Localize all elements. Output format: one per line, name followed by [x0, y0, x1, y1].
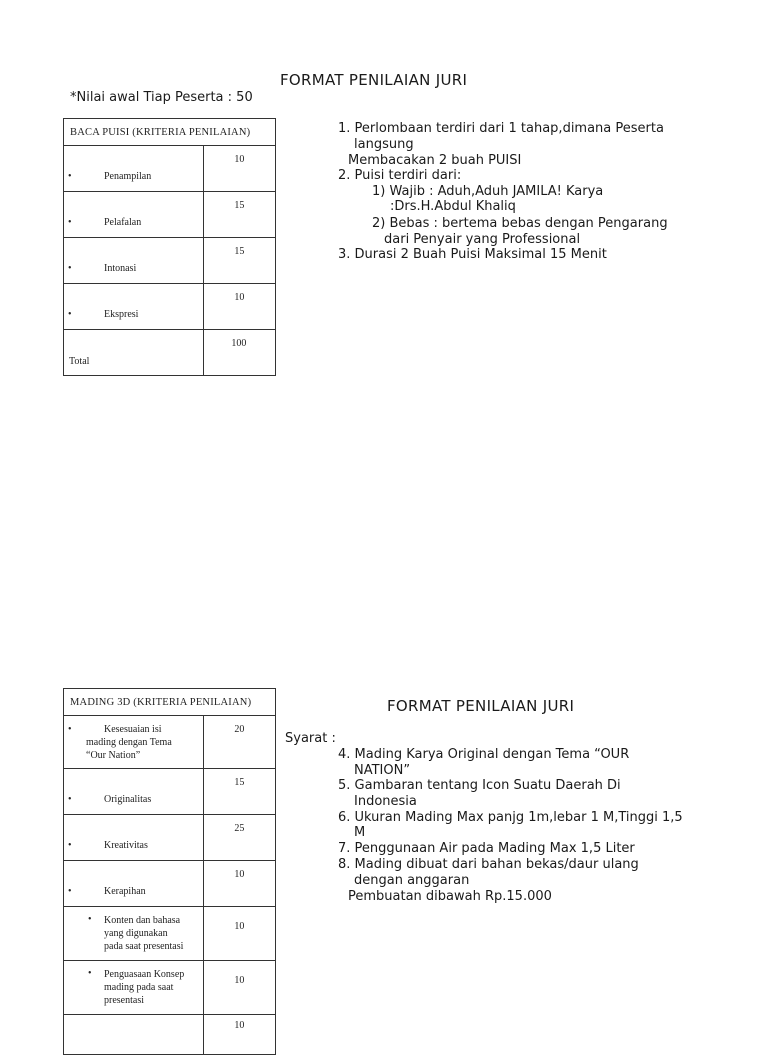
criterion-label: Penampilan [104, 171, 152, 182]
criterion-label-line: Kesesuaian isi [104, 724, 162, 735]
table-row [64, 769, 276, 815]
criterion-label-line: mading dengan Tema [86, 737, 172, 748]
rule-line: Membacakan 2 buah PUISI [348, 153, 522, 168]
criterion-value: 10 [234, 869, 245, 880]
criterion-label: Originalitas [104, 794, 152, 805]
rule-line: 2) Bebas : bertema bebas dengan Pengarang [372, 216, 668, 231]
rule-line: :Drs.H.Abdul Khaliq [390, 199, 516, 214]
criterion-value: 10 [234, 1020, 245, 1031]
baca-puisi-table [63, 118, 276, 376]
mading-3d-table [63, 688, 276, 1055]
criterion-label-line: yang digunakan [104, 928, 168, 939]
bullet-icon: • [68, 724, 72, 735]
section2-title: FORMAT PENILAIAN JURI [387, 697, 575, 715]
rule-line: 3. Durasi 2 Buah Puisi Maksimal 15 Menit [338, 247, 607, 262]
rule-line: 2. Puisi terdiri dari: [338, 168, 462, 183]
rule-line: 5. Gambaran tentang Icon Suatu Daerah Di [338, 778, 621, 793]
criterion-value: 10 [234, 292, 245, 303]
total-value: 100 [231, 338, 247, 349]
rule-line: 7. Penggunaan Air pada Mading Max 1,5 Liter [338, 841, 635, 856]
criterion-value: 10 [234, 975, 245, 986]
criterion-label-line: mading pada saat [104, 982, 174, 993]
initial-score-note: *Nilai awal Tiap Peserta : 50 [70, 90, 253, 105]
table-header-row [64, 689, 276, 716]
rule-line: 1. Perlombaan terdiri dari 1 tahap,dimana Peserta [338, 121, 664, 136]
rule-line: Indonesia [354, 794, 417, 809]
table-row [64, 861, 276, 907]
criterion-value: 20 [234, 724, 245, 735]
rule-line: M [354, 825, 366, 840]
bullet-icon: • [68, 309, 72, 320]
criterion-label-line: pada saat presentasi [104, 941, 184, 952]
bullet-icon: • [68, 840, 72, 851]
criterion-label: Kreativitas [104, 840, 148, 851]
criterion-label: Pelafalan [104, 217, 142, 228]
criterion-label-line: Konten dan bahasa [104, 915, 181, 926]
criterion-label-line: Penguasaan Konsep [104, 969, 185, 980]
table-row [64, 716, 276, 769]
bullet-icon: • [68, 886, 72, 897]
table-row [64, 238, 276, 284]
criterion-value: 10 [234, 154, 245, 165]
table-row [64, 1015, 276, 1055]
rule-line: 1) Wajib : Aduh,Aduh JAMILA! Karya [372, 184, 604, 199]
bullet-icon: • [88, 914, 92, 925]
table-row [64, 907, 276, 961]
rule-line: dari Penyair yang Professional [384, 232, 581, 247]
criterion-value: 15 [234, 200, 245, 211]
rule-line: NATION” [354, 763, 411, 778]
table-row [64, 192, 276, 238]
table-row [64, 146, 276, 192]
criterion-label: Ekspresi [104, 309, 139, 320]
rule-line: 4. Mading Karya Original dengan Tema “OUR [338, 747, 630, 762]
criterion-value: 15 [234, 777, 245, 788]
rule-line: langsung [354, 137, 414, 152]
rule-line: Pembuatan dibawah Rp.15.000 [348, 889, 552, 904]
bullet-icon: • [68, 171, 72, 182]
total-label: Total [69, 356, 90, 367]
table-row [64, 815, 276, 861]
table-row-total [64, 330, 276, 376]
criterion-label: Kerapihan [104, 886, 146, 897]
table-row [64, 284, 276, 330]
table-header: BACA PUISI (KRITERIA PENILAIAN) [64, 119, 276, 146]
syarat-label: Syarat : [285, 731, 336, 746]
bullet-icon: • [68, 217, 72, 228]
criterion-label: Intonasi [104, 263, 137, 274]
table-row [64, 961, 276, 1015]
criterion-value: 15 [234, 246, 245, 257]
rule-line: 8. Mading dibuat dari bahan bekas/daur ulang [338, 857, 639, 872]
rule-line: dengan anggaran [354, 873, 470, 888]
table-header-row [64, 119, 276, 146]
section1-title: FORMAT PENILAIAN JURI [280, 71, 468, 89]
criterion-value: 10 [234, 921, 245, 932]
bullet-icon: • [68, 794, 72, 805]
rule-line: 6. Ukuran Mading Max panjg 1m,lebar 1 M,Tinggi 1,5 [338, 810, 683, 825]
criterion-label-line: “Our Nation” [86, 750, 141, 761]
criterion-label-line: presentasi [104, 995, 144, 1006]
bullet-icon: • [88, 968, 92, 979]
bullet-icon: • [68, 263, 72, 274]
criterion-value: 25 [234, 823, 245, 834]
table-header: MADING 3D (KRITERIA PENILAIAN) [64, 689, 276, 716]
